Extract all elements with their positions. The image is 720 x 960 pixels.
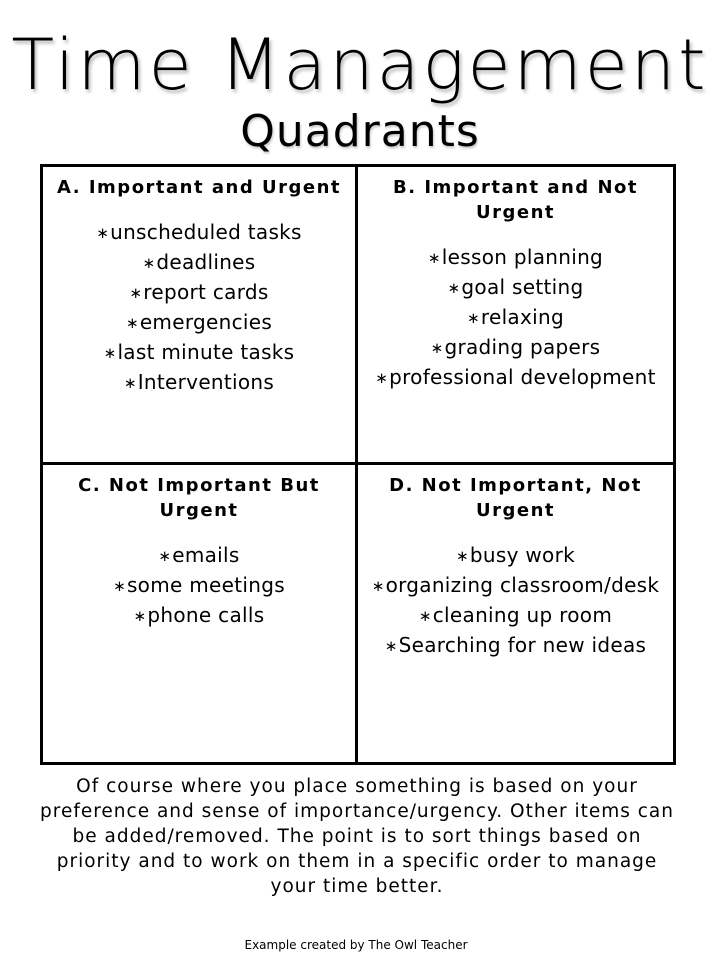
asterisk-bullet-icon: ∗ xyxy=(129,284,143,302)
quadrant-c xyxy=(43,465,358,763)
list-item-text: cleaning up room xyxy=(432,602,613,627)
quadrant-item-list xyxy=(51,218,347,398)
asterisk-bullet-icon: ∗ xyxy=(142,254,156,272)
list-item xyxy=(366,243,665,273)
quadrant-item-list xyxy=(51,541,347,631)
list-item xyxy=(51,571,347,601)
list-item-text: lesson planning xyxy=(441,245,604,269)
quadrant-item-list xyxy=(366,541,665,661)
page-title: Time Management xyxy=(11,24,709,106)
list-item xyxy=(366,541,665,571)
quadrant-heading: D. Not Important, Not Urgent xyxy=(389,474,642,521)
list-item xyxy=(366,631,665,661)
asterisk-bullet-icon: ∗ xyxy=(103,344,117,362)
asterisk-bullet-icon: ∗ xyxy=(158,546,172,565)
page-subtitle: Quadrants xyxy=(240,106,480,157)
list-item-text: emails xyxy=(172,542,240,567)
list-item-text: some meetings xyxy=(126,572,285,597)
asterisk-bullet-icon: ∗ xyxy=(113,576,126,595)
list-item-text: deadlines xyxy=(156,250,256,274)
list-item-text: organizing classroom/desk xyxy=(385,572,660,597)
list-item xyxy=(51,541,347,571)
asterisk-bullet-icon: ∗ xyxy=(430,339,444,357)
asterisk-bullet-icon: ∗ xyxy=(418,606,432,625)
list-item-text: grading papers xyxy=(444,335,601,359)
list-item xyxy=(366,273,665,303)
asterisk-bullet-icon: ∗ xyxy=(371,576,385,595)
list-item-text: unscheduled tasks xyxy=(110,220,302,244)
quadrant-heading: A. Important and Urgent xyxy=(56,177,341,198)
asterisk-bullet-icon: ∗ xyxy=(123,374,137,392)
list-item xyxy=(51,248,347,278)
list-item xyxy=(366,601,665,631)
asterisk-bullet-icon: ∗ xyxy=(467,309,480,327)
list-item-text: phone calls xyxy=(147,602,265,627)
list-item-text: busy work xyxy=(469,542,575,567)
asterisk-bullet-icon: ∗ xyxy=(427,249,441,267)
list-item-text: emergencies xyxy=(139,310,273,334)
list-item xyxy=(51,601,347,631)
list-item-text: professional development xyxy=(389,365,656,389)
list-item xyxy=(366,571,665,601)
asterisk-bullet-icon: ∗ xyxy=(96,224,110,242)
list-item xyxy=(51,308,347,338)
asterisk-bullet-icon: ∗ xyxy=(133,606,147,625)
list-item xyxy=(366,303,665,333)
asterisk-bullet-icon: ∗ xyxy=(447,279,461,297)
list-item-text: Interventions xyxy=(137,370,275,394)
asterisk-bullet-icon: ∗ xyxy=(125,314,139,332)
asterisk-bullet-icon: ∗ xyxy=(375,369,389,387)
list-item-text: report cards xyxy=(143,280,269,304)
quadrant-a xyxy=(43,167,358,465)
quadrant-item-list xyxy=(366,243,665,393)
asterisk-bullet-icon: ∗ xyxy=(456,546,469,565)
explanatory-note: Of course where you place something is based on your preference and sense of importance/urgency. Other items can be added/removed. The point is to sort things based on priority and to work on them in a specific order to manage your time better. xyxy=(40,776,674,897)
quadrant-b xyxy=(358,167,673,465)
quadrant-grid xyxy=(40,164,676,765)
list-item-text: goal setting xyxy=(461,275,584,299)
list-item-text: last minute tasks xyxy=(117,340,295,364)
list-item-text: Searching for new ideas xyxy=(398,632,647,657)
list-item xyxy=(366,363,665,393)
quadrant-d xyxy=(358,465,673,763)
list-item xyxy=(51,338,347,368)
credit-line: Example created by The Owl Teacher xyxy=(244,938,468,952)
asterisk-bullet-icon: ∗ xyxy=(384,636,398,655)
list-item-text: relaxing xyxy=(480,305,564,329)
list-item xyxy=(366,333,665,363)
quadrant-heading: B. Important and Not Urgent xyxy=(393,177,638,223)
list-item xyxy=(51,218,347,248)
list-item xyxy=(51,368,347,398)
quadrant-heading: C. Not Important But Urgent xyxy=(78,474,320,521)
list-item xyxy=(51,278,347,308)
